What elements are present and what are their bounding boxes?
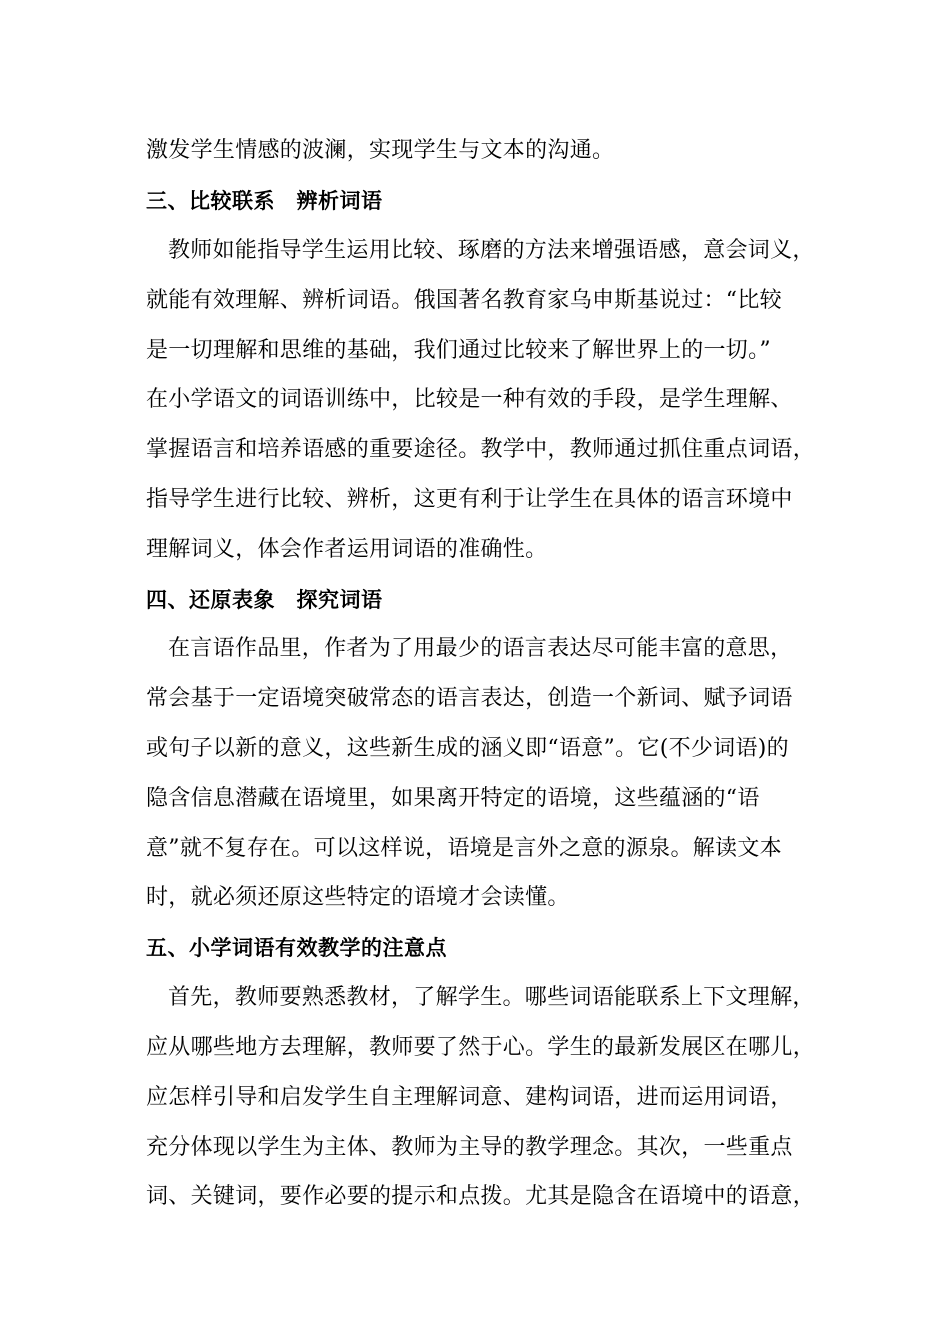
paragraph-line: 指导学生进行比较、辨析，这更有利于让学生在具体的语言环境中	[146, 487, 793, 512]
paragraph-line: 充分体现以学生为主体、教师为主导的教学理念。其次，一些重点	[146, 1135, 793, 1160]
paragraph-line: 常会基于一定语境突破常态的语言表达，创造一个新词、赋予词语	[146, 686, 793, 711]
paragraph-line: 隐含信息潜藏在语境里，如果离开特定的语境，这些蕴涵的“语	[146, 786, 760, 811]
paragraph-line: 应从哪些地方去理解，教师要了然于心。学生的最新发展区在哪儿，	[146, 1035, 816, 1060]
paragraph-line: 应怎样引导和启发学生自主理解词意、建构词语，进而运用词语，	[146, 1085, 793, 1110]
section-heading-5: 五、小学词语有效教学的注意点	[146, 936, 447, 960]
paragraph-line: 在小学语文的词语训练中，比较是一种有效的手段，是学生理解、	[146, 387, 793, 412]
section-heading-4: 四、还原表象 探究词语	[146, 588, 383, 612]
paragraph-line: 首先，教师要熟悉教材，了解学生。哪些词语能联系上下文理解，	[168, 985, 815, 1010]
paragraph-line: 词、关键词，要作必要的提示和点拨。尤其是隐含在语境中的语意，	[146, 1184, 816, 1209]
paragraph-line: 理解词义，体会作者运用词语的准确性。	[146, 537, 548, 562]
paragraph-line: 或句子以新的意义，这些新生成的涵义即“语意”。它(不少词语)的	[146, 736, 789, 761]
paragraph-line: 激发学生情感的波澜，实现学生与文本的沟通。	[146, 138, 615, 163]
paragraph-line: 在言语作品里，作者为了用最少的语言表达尽可能丰富的意思，	[168, 636, 793, 661]
paragraph-line: 是一切理解和思维的基础，我们通过比较来了解世界上的一切。”	[146, 338, 771, 363]
paragraph-line: 教师如能指导学生运用比较、琢磨的方法来增强语感，意会词义，	[168, 238, 815, 263]
paragraph-line: 就能有效理解、辨析词语。俄国著名教育家乌申斯基说过：“比较	[146, 288, 782, 313]
section-heading-3: 三、比较联系 辨析词语	[146, 189, 383, 213]
paragraph-line: 掌握语言和培养语感的重要途径。教学中，教师通过抓住重点词语，	[146, 437, 816, 462]
paragraph-line: 意”就不复存在。可以这样说，语境是言外之意的源泉。解读文本	[146, 836, 782, 861]
paragraph-line: 时，就必须还原这些特定的语境才会读懂。	[146, 885, 570, 910]
